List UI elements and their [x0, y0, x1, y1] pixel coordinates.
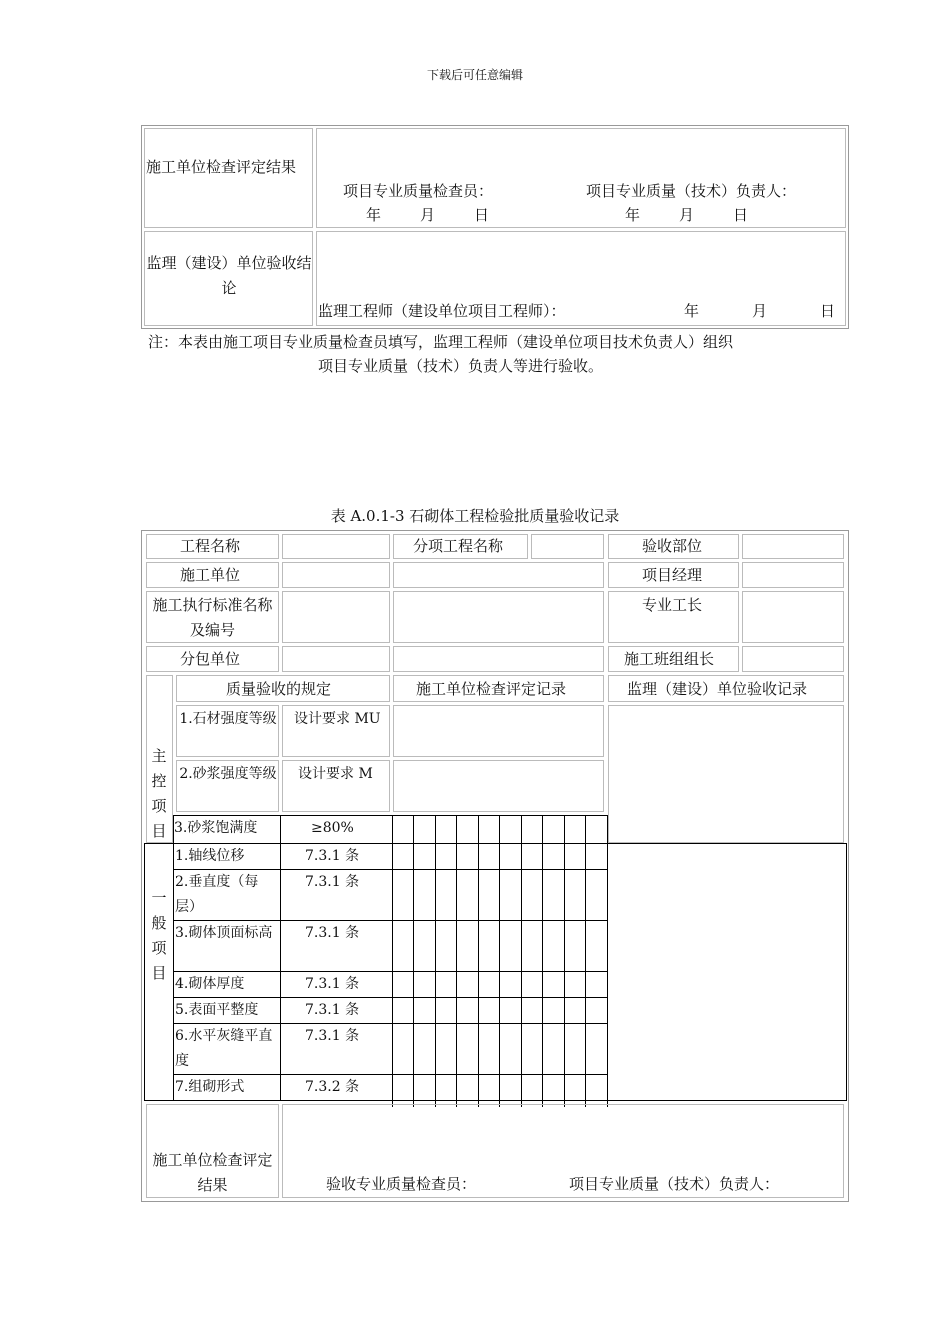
main-item-rule-1: 设计要求 MU [294, 711, 381, 727]
quality-rules-label: 质量验收的规定 [226, 680, 332, 698]
cell-foreman-value [742, 591, 844, 643]
grid-line [521, 815, 522, 1107]
result-inspector-label: 验收专业质量检查员： [326, 1175, 477, 1193]
main-item-rule-3: ≥80% [311, 820, 354, 836]
main-item-name-1: 1.石材强度等级 [179, 711, 277, 727]
general-item-name-4: 4.砌体厚度 [175, 976, 245, 992]
cell-contractor-value-2 [393, 562, 604, 588]
cell-supervisor-main [608, 705, 844, 843]
main-item-rule-2: 设计要求 M [298, 766, 373, 782]
grid-line [478, 815, 479, 1107]
subcontractor-label: 分包单位 [180, 650, 241, 668]
supervising-engineer-label: 监理工程师（建设单位项目工程师）： [318, 302, 566, 320]
inspector-date: 年 月 日 [366, 206, 493, 224]
grid-line [585, 815, 586, 1107]
quality-head-label: 项目专业质量（技术）负责人： [586, 182, 797, 200]
result-label: 施工单位检查评定结果 [152, 1151, 273, 1194]
contractor-result-label: 施工单位检查评定结果 [146, 158, 297, 176]
grid-line [542, 815, 543, 1107]
table-title: 表 A.0.1-3 石砌体工程检验批质量验收记录 [330, 507, 620, 525]
grid-line [144, 1100, 847, 1101]
supervisor-record-label: 监理（建设）单位验收记录 [627, 680, 808, 698]
general-item-name-2: 2.垂直度（每层） [175, 874, 259, 915]
cell-sub-project-value [531, 534, 604, 559]
supervisor-conclusion-label: 监理（建设）单位验收结论 [146, 254, 312, 297]
cell-team-leader-value [742, 646, 844, 672]
grid-line [413, 815, 414, 1107]
general-item-rule-7: 7.3.2 条 [305, 1079, 360, 1095]
general-item-name-5: 5.表面平整度 [175, 1002, 259, 1018]
supervisor-date: 年 月 日 [684, 302, 838, 320]
grid-line [144, 843, 145, 1101]
grid-line [435, 815, 436, 1107]
quality-head-date: 年 月 日 [625, 206, 752, 224]
general-item-rule-2: 7.3.1 条 [305, 874, 360, 890]
main-item-name-3: 3.砂浆饱满度 [174, 820, 258, 836]
general-item-rule-1: 7.3.1 条 [305, 848, 360, 864]
cell-standard-value [282, 591, 390, 643]
grid-line [144, 843, 847, 844]
grid-line [280, 815, 281, 1101]
page-header: 下载后可任意编辑 [426, 68, 523, 82]
team-leader-label: 施工班组组长 [624, 650, 715, 668]
sub-project-name-label: 分项工程名称 [413, 537, 504, 555]
inspector-label: 项目专业质量检查员： [343, 182, 494, 200]
grid-line [392, 815, 393, 1107]
note-line-1: 注：本表由施工项目专业质量检查员填写，监理工程师（建设单位项目技术负责人）组织 [148, 333, 734, 351]
note-line-2: 项目专业质量（技术）负责人等进行验收。 [318, 357, 604, 375]
general-item-rule-5: 7.3.1 条 [305, 1002, 360, 1018]
cell-standard-value-2 [393, 591, 604, 643]
cell-contractor-value [282, 562, 390, 588]
project-manager-label: 项目经理 [642, 566, 703, 584]
standard-name-label: 施工执行标准名称及编号 [152, 596, 273, 639]
cell-subcontractor-value [282, 646, 390, 672]
general-item-name-6: 6.水平灰缝平直度 [175, 1028, 273, 1069]
result-quality-head-label: 项目专业质量（技术）负责人： [569, 1175, 780, 1193]
cell-subcontractor-value-2 [393, 646, 604, 672]
grid-line [173, 815, 174, 1101]
contractor-record-label: 施工单位检查评定记录 [416, 680, 567, 698]
cell-main-record-1 [393, 705, 604, 757]
grid-line [499, 815, 500, 1107]
project-name-label: 工程名称 [180, 537, 241, 555]
cell-project-manager-value [742, 562, 844, 588]
cell-project-name-value [282, 534, 390, 559]
cell-main-record-2 [393, 760, 604, 812]
main-item-name-2: 2.砂浆强度等级 [179, 766, 277, 782]
general-items-label: 一般项目 [151, 889, 167, 982]
grid-line [564, 815, 565, 1107]
grid-line [456, 815, 457, 1107]
general-item-rule-6: 7.3.1 条 [305, 1028, 360, 1044]
general-item-rule-3: 7.3.1 条 [305, 925, 360, 941]
acceptance-part-label: 验收部位 [642, 537, 703, 555]
main-items-label: 主控项目 [151, 747, 167, 840]
grid-line [846, 843, 847, 1101]
grid-line [607, 815, 608, 1107]
general-item-name-1: 1.轴线位移 [175, 848, 245, 864]
general-item-rule-4: 7.3.1 条 [305, 976, 360, 992]
cell-acceptance-part-value [742, 534, 844, 559]
general-item-name-3: 3.砌体顶面标高 [175, 925, 273, 941]
general-item-name-7: 7.组砌形式 [175, 1079, 245, 1095]
contractor-label: 施工单位 [180, 566, 241, 584]
foreman-label: 专业工长 [642, 596, 703, 614]
